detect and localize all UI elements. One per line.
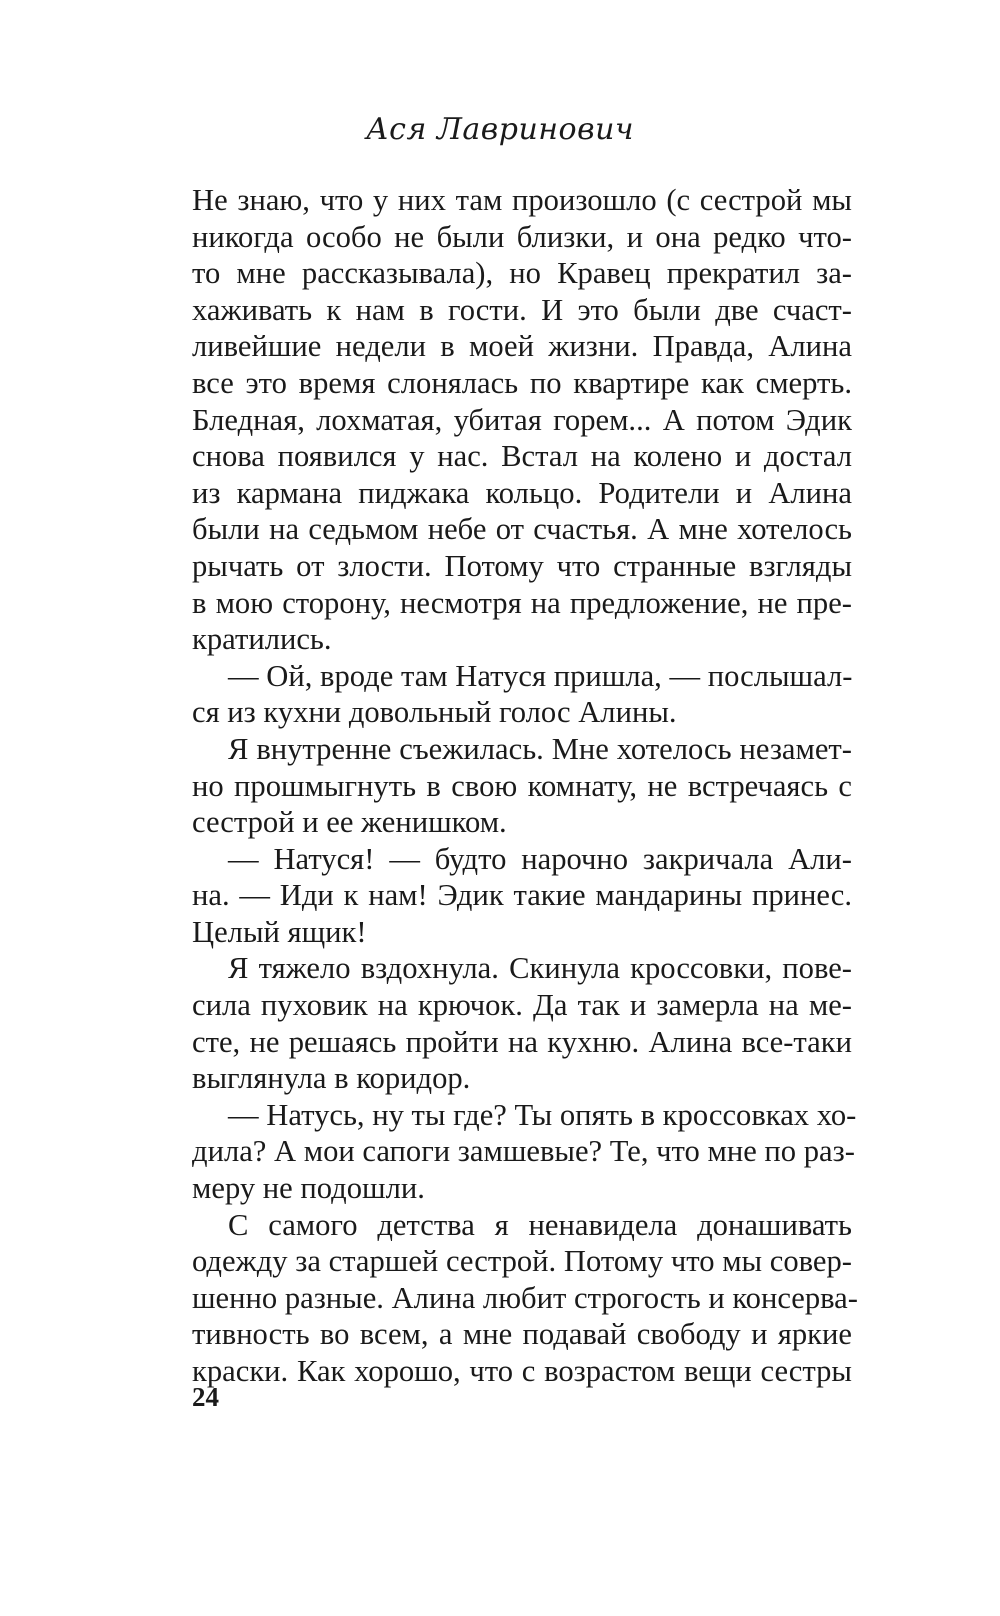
text-line: краски. Как хорошо, что с возрастом вещи сестры: [192, 1354, 852, 1388]
text-line: Я внутренне съежилась. Мне хотелось незамет-: [228, 731, 852, 766]
text-line: все это время слонялась по квартире как смерть.: [192, 365, 852, 400]
text-line: Бледная, лохматая, убитая горем... А потом Эдик: [192, 402, 852, 437]
text-line: то мне рассказывала), но Кравец прекратил за-: [192, 256, 852, 291]
text-line: тивность во всем, а мне подавай свободу и яркие: [192, 1317, 852, 1352]
text-line: — Ой, вроде там Натуся пришла, — послышал-: [228, 658, 853, 693]
text-line: С самого детства я ненавидела донашивать: [228, 1207, 852, 1242]
text-line: были на седьмом небе от счастья. А мне хотелось: [192, 512, 852, 547]
text-line: Не знаю, что у них там произошло (с сестрой мы: [192, 183, 852, 217]
text-line: хаживать к нам в гости. И это были две счаст-: [192, 292, 852, 327]
text-line: — Натусь, ну ты где? Ты опять в кроссовках хо-: [228, 1097, 857, 1132]
text-line: сестрой и ее женишком.: [192, 805, 507, 840]
text-line: из кармана пиджака кольцо. Родители и Алина: [192, 475, 852, 510]
text-line: в мою сторону, несмотря на предложение, не пре-: [192, 585, 852, 620]
text-line: дила? А мои сапоги замшевые? Те, что мне по раз-: [192, 1134, 855, 1169]
text-line: — Натуся! — будто нарочно закричала Али-: [228, 841, 852, 876]
page-number: 24: [192, 1382, 219, 1412]
text-line: шенно разные. Алина любит строгость и консерва-: [192, 1280, 858, 1315]
text-line: выглянула в коридор.: [192, 1061, 471, 1096]
text-line: одежду за старшей сестрой. Потому что мы совер-: [192, 1244, 852, 1279]
text-line: снова появился у нас. Встал на колено и достал: [192, 439, 852, 474]
text-line: рычать от злости. Потому что странные взгляды: [192, 548, 852, 583]
running-head-author: Ася Лавринович: [365, 112, 635, 147]
text-line: меру не подошли.: [192, 1171, 425, 1206]
body-text: [192, 182, 858, 1390]
text-line: сте, не решаясь пройти на кухню. Алина все-таки: [192, 1024, 852, 1059]
text-line: кратились.: [192, 622, 332, 657]
text-line: никогда особо не были близки, и она редко что-: [192, 219, 852, 254]
text-line: ся из кухни довольный голос Алины.: [192, 695, 677, 730]
text-line: ливейшие недели в моей жизни. Правда, Алина: [192, 329, 852, 364]
text-line: сила пуховик на крючок. Да так и замерла на ме-: [192, 988, 852, 1023]
text-line: Я тяжело вздохнула. Скинула кроссовки, пове-: [228, 951, 852, 986]
text-line: но прошмыгнуть в свою комнату, не встречаясь с: [192, 768, 852, 803]
text-line: на. — Иди к нам! Эдик такие мандарины принес.: [192, 878, 852, 913]
text-line: Целый ящик!: [192, 914, 367, 949]
